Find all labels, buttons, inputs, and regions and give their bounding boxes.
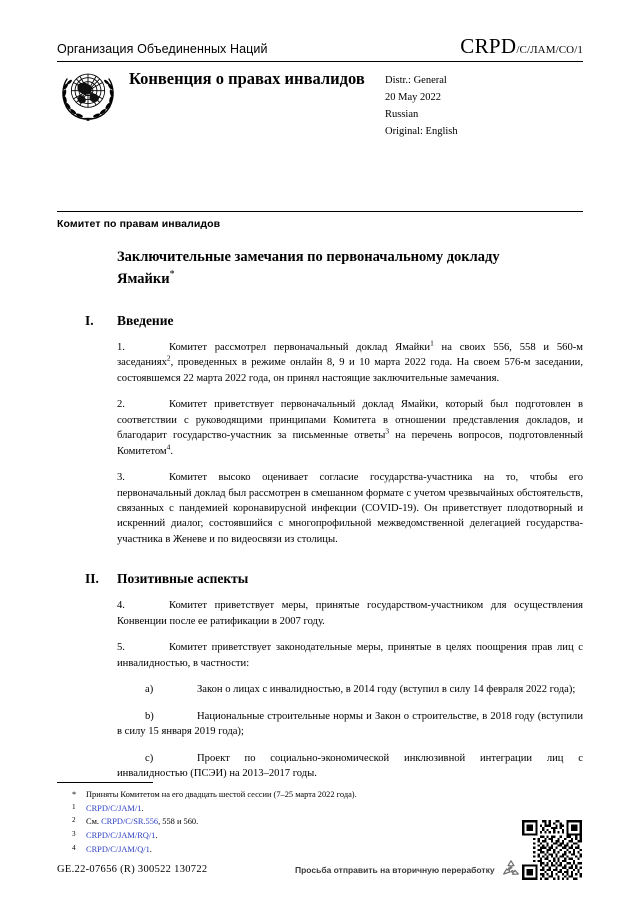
paragraph-text: Комитет высоко оценивает согласие государства-участника на то, чтобы его первоначальный доклад был рассмотрен в смешанном формате с учетом чрезвычайных обстоятельств, связанных с пандемией коронавирусной инфекции (COVID-19). Он приветствует плодотворный и искренний диалог, состоявшийся с многопрофильной межведомственной делегацией государства-участника в Женеве и по видеосвязи из столицы. xyxy=(117,472,583,545)
section-title: Позитивные аспекты xyxy=(117,571,249,587)
page-title-footnote-marker: * xyxy=(169,268,175,280)
distribution-block xyxy=(379,64,560,140)
paragraph-number: 1. xyxy=(117,341,125,353)
footnote-plain: . xyxy=(155,831,158,841)
paragraph-text: Комитет приветствует законодательные меры, принятые в целях поощрения прав лиц с инвалидностью, в частности: xyxy=(117,642,583,669)
footnote-4 xyxy=(70,843,500,857)
main-content xyxy=(57,248,583,781)
subitem-text: Проект по социально-экономической инклюзивной интеграции лиц с инвалидностью (ПСЭИ) на 2013–2017 годы. xyxy=(117,752,583,780)
paragraph-text: Комитет рассмотрел первоначальный доклад Ямайки xyxy=(169,341,431,353)
footnote-ref-1[interactable]: 1 xyxy=(430,338,434,348)
footnote-plain: Приняты Комитетом на его двадцать шестой сессии (7–25 марта 2022 года). xyxy=(86,790,357,799)
footnote-1 xyxy=(70,802,500,816)
subitem-text: Закон о лицах с инвалидностью, в 2014 году (вступил в силу 14 февраля 2022 года); xyxy=(197,684,576,696)
footnote-marker: 2 xyxy=(72,816,76,825)
paragraph-1 xyxy=(117,340,583,386)
distr-date: 20 May 2022 xyxy=(385,92,441,103)
recycle-icon xyxy=(500,858,522,880)
footnote-link[interactable]: CRPD/C/JAM/RQ/1 xyxy=(86,831,156,841)
recycle-notice: Просьба отправить на вторичную переработку xyxy=(295,865,495,875)
organization-name: Организация Объединенных Наций xyxy=(57,42,268,57)
committee-name: Комитет по правам инвалидов xyxy=(57,218,221,230)
paragraph-number: 2. xyxy=(117,399,125,411)
paragraph-5 xyxy=(117,640,583,671)
page-title xyxy=(117,248,517,289)
paragraph-number: 5. xyxy=(117,642,125,654)
subitem-c xyxy=(117,751,583,782)
footnote-ref-2[interactable]: 2 xyxy=(166,353,171,363)
footnote-text xyxy=(86,815,500,829)
masthead xyxy=(57,36,583,62)
paragraph-text: Комитет приветствует первоначальный доклад Ямайки, который был подготовлен в соответствии с руководящими принципами Комитета в отношении представления докладов, и благодарит государство-участник за письменные ответы xyxy=(117,399,583,442)
distr-language: Russian xyxy=(385,109,419,120)
header-body xyxy=(57,64,583,140)
section-numeral: I. xyxy=(85,312,94,328)
footnote-star xyxy=(70,788,500,802)
paragraph-text-end: . xyxy=(170,445,173,457)
footnote-text xyxy=(86,802,500,816)
paragraph-text-cont: на своих 556, 558 и 560-м заседаниях xyxy=(117,341,583,369)
footnote-plain: , 558 и 560. xyxy=(158,817,199,827)
section-heading-positive-aspects xyxy=(85,571,583,587)
footnote-text xyxy=(86,843,500,857)
document-symbol-suffix: /C/ЛАМ/CO/1 xyxy=(516,44,583,56)
convention-title: Конвенция о правах инвалидов xyxy=(129,69,365,88)
subitem-b xyxy=(117,709,583,740)
footnote-plain: . xyxy=(149,844,152,854)
qr-code xyxy=(520,818,584,882)
paragraph-4 xyxy=(117,598,583,629)
section-numeral: II. xyxy=(85,571,99,587)
document-symbol-main: CRPD xyxy=(460,34,517,58)
footnote-link[interactable]: CRPD/C/JAM/Q/1 xyxy=(86,844,150,854)
footnote-ref-4[interactable]: 4 xyxy=(166,442,171,452)
footnote-2 xyxy=(70,815,500,829)
paragraph-text-cont: на перечень вопросов, подготовленный Комитетом xyxy=(117,430,583,457)
paragraph-text-end: , проведенных в режиме онлайн 8, 9 и 10 марта 2022 года. На своем 576-м заседании, состоявшемся 22 марта 2022 года, он принял настоящие заключительные замечания. xyxy=(117,357,583,384)
footnote-3 xyxy=(70,829,500,843)
footnote-ref-3[interactable]: 3 xyxy=(385,426,390,436)
paragraph-text: Комитет приветствует меры, принятые государством-участником для осуществления Конвенции после ее ратификации в 2007 году. xyxy=(117,600,583,627)
footnote-plain: . xyxy=(141,803,144,813)
footnote-text xyxy=(86,829,500,843)
subitem-letter: c) xyxy=(145,752,154,764)
un-emblem xyxy=(57,66,119,124)
masthead-rule xyxy=(57,61,583,62)
footnote-marker: 1 xyxy=(72,802,76,811)
paragraph-number: 3. xyxy=(117,472,125,484)
document-symbol xyxy=(460,36,583,57)
paragraph-2 xyxy=(117,397,583,459)
footnote-marker: 4 xyxy=(72,843,76,852)
subitem-letter: b) xyxy=(145,710,154,722)
subitem-letter: a) xyxy=(145,684,154,696)
footnote-link[interactable]: CRPD/C/SR.556 xyxy=(101,817,159,827)
footnote-text xyxy=(86,788,500,802)
distr-line: Distr.: General xyxy=(385,75,447,86)
footnote-link[interactable]: CRPD/C/JAM/1 xyxy=(86,803,142,813)
footnote-plain-before: См. xyxy=(86,817,102,827)
footnote-marker: 3 xyxy=(72,830,76,839)
distr-original: Original: English xyxy=(385,126,458,137)
footnote-separator xyxy=(57,782,153,783)
footnotes xyxy=(70,788,500,856)
page-title-text: Заключительные замечания по первоначальному докладу Ямайки xyxy=(117,249,500,287)
footnote-marker: * xyxy=(72,790,77,799)
paragraph-number: 4. xyxy=(117,600,125,612)
section-title: Введение xyxy=(117,312,174,328)
section-heading-introduction xyxy=(85,313,583,329)
subitem-text: Национальные строительные нормы и Закон о строительстве, в 2018 году (вступили в силу 15 января 2019 года); xyxy=(117,710,583,738)
job-number: GE.22-07656 (R) 300522 130722 xyxy=(57,864,208,875)
section-divider xyxy=(57,211,583,212)
paragraph-3 xyxy=(117,470,583,547)
subitem-a xyxy=(117,682,583,697)
